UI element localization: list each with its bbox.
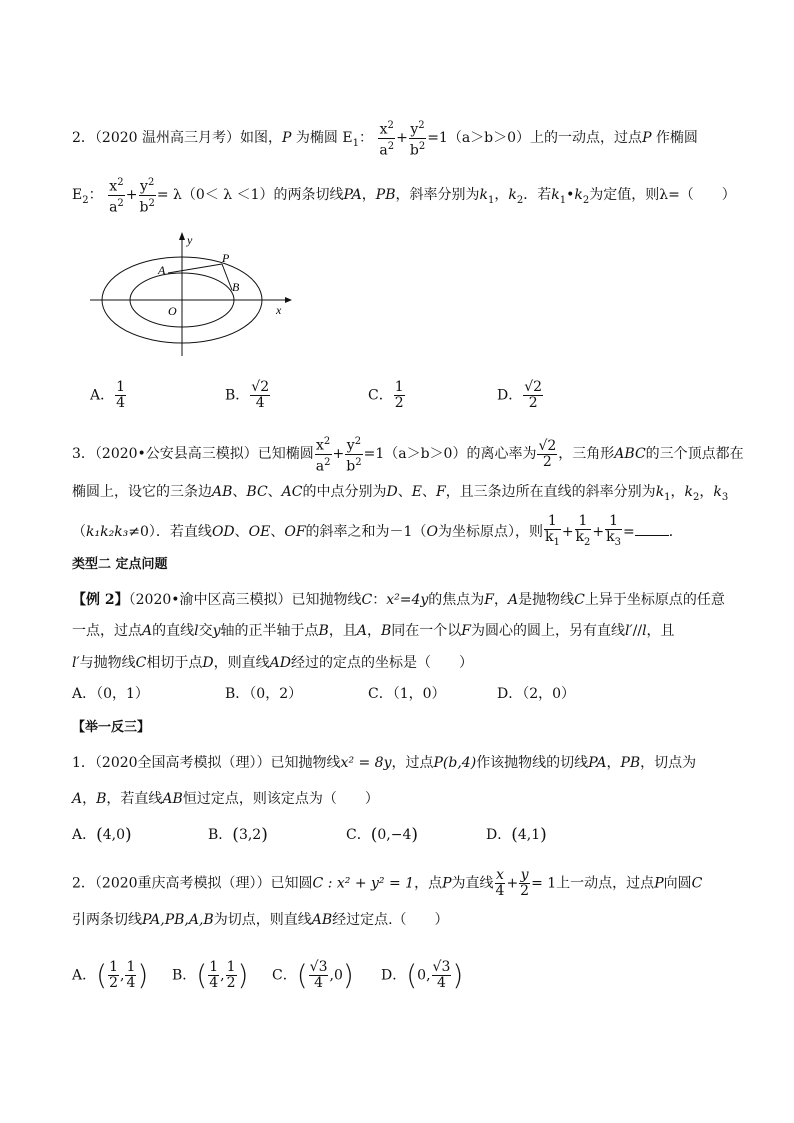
ex2-line-1: 【例 2】（2020•渝中区高三模拟）已知抛物线C：x²=4y的焦点为F，A是抛物线C上异于坐标原点的任意 (72, 592, 725, 608)
q3-line-3: （k₁k₂k₃≠0）．若直线OD、OE、OF的斜率之和为－1（O为坐标原点），则 $\frac{1}{k_1}$ + $\frac{1}{k_2}$ + $\frac{1}{k_3}$ = ． (72, 513, 683, 548)
ellipse-figure (90, 228, 295, 360)
p1-line-2: A，B，若直线AB恒过定点，则该定点为（ ） (72, 791, 379, 807)
q2-line-2: $E_2$： $\frac{x^2}{a^2}$ + $\frac{y^2}{b^2}$ = λ（0＜ λ ＜1）的两条切线PA，PB，斜率分别为$k_1$，$k_2$．若$k_1•k_2$为定值，则λ=（ ） (72, 177, 736, 216)
p1-option-b[interactable]: B．(3,2) (208, 825, 268, 845)
ellipse-e2-x-term: $\frac{x^2}{a^2}$ (109, 177, 124, 216)
ex2-line-2: 一点，过点A的直线l交y轴的正半轴于点B，且A，B同在一个以F为圆心的圆上，另有直线l′//l，且 (72, 623, 675, 639)
q2-option-c[interactable]: C． $\frac{1}{2}$ (368, 379, 404, 411)
fig-label-b: B (232, 280, 240, 294)
p1-option-a[interactable]: A．(4,0) (72, 825, 132, 845)
answer-blank[interactable] (635, 523, 669, 536)
y-axis-arrow (179, 232, 185, 240)
ellipse-e1-y-term: $\frac{y^2}{b^2}$ (409, 120, 426, 159)
fig-label-a: A (158, 263, 166, 277)
ex2-option-a[interactable]: A．（0，1） (72, 686, 149, 702)
fig-label-p: P (222, 251, 230, 265)
section-heading-practice: 【举一反三】 (72, 720, 151, 735)
p2-option-b[interactable]: B．( $\frac{1}{4}$ , $\frac{1}{2}$ ) (172, 958, 249, 992)
ellipse-e2-y-term: $\frac{y^2}{b^2}$ (139, 177, 155, 216)
section-heading-type2: 类型二 定点问题 (72, 557, 168, 572)
q3-line-2: 椭圆上，设它的三条边AB、BC、AC的中点分别为D、E、F，且三条边所在直线的斜率分别为$k_1$，$k_2$，$k_3$ (72, 484, 729, 503)
ellipse-e1-x-term: $\frac{x^2}{a^2}$ (379, 120, 395, 159)
fig-label-o: O (168, 304, 177, 318)
q3-line-1: 3．（2020•公安县高三模拟）已知椭圆 $\frac{x^2}{a^2}$ + $\frac{y^2}{b^2}$ =1（a＞b＞0）的离心率为 $\frac{√2}{2}$ ，三角形ABC的三个顶点都在 (72, 436, 744, 475)
q2-number: 2．（2020 温州高三月考）如图， (72, 130, 282, 147)
tangent-pa (168, 264, 222, 273)
fig-label-y: y (187, 233, 193, 247)
p2-option-d[interactable]: D．(0, $\frac{√3}{4}$ ) (381, 958, 464, 992)
q2-option-b[interactable]: B． $\frac{√2}{4}$ (225, 379, 270, 411)
fig-label-x: x (276, 303, 282, 317)
ex2-option-b[interactable]: B．（0，2） (225, 686, 303, 702)
q2-option-a[interactable]: A． $\frac{1}{4}$ (90, 379, 126, 411)
p1-line-1: 1．（2020全国高考模拟（理））已知抛物线x² = 8y，过点P(b,4)作该抛物线的切线PA，PB，切点为 (72, 755, 697, 771)
p2-option-c[interactable]: C．( $\frac{√3}{4}$ ,0) (272, 958, 354, 992)
p1-option-d[interactable]: D．(4,1) (486, 825, 547, 845)
ex2-line-3: l′与抛物线C相切于点D，则直线AD经过的定点的坐标是（ ） (72, 655, 473, 671)
p2-line-2: 引两条切线PA,PB,A,B为切点，则直线AB经过定点.（ ） (72, 912, 449, 928)
p2-option-a[interactable]: A．( $\frac{1}{2}$ , $\frac{1}{4}$ ) (72, 958, 149, 992)
ex2-option-d[interactable]: D．（2，0） (497, 686, 576, 702)
p1-option-c[interactable]: C．(0,−4) (346, 825, 418, 845)
p2-line-1: 2．（2020重庆高考模拟（理））已知圆C : x² + y² = 1，点P为直线 $\frac{x}{4}$ + $\frac{y}{2}$ = 1上一动点，过点P向圆C (72, 867, 703, 899)
q2-line-1: 2．（2020 温州高三月考）如图，P 为椭圆 $E_1$： $\frac{x^2}{a^2}$ + $\frac{y^2}{b^2}$ =1（a＞b＞0）上的一动点，过点P 作椭圆 (72, 120, 698, 159)
ex2-option-c[interactable]: C．（1，0） (368, 686, 446, 702)
x-axis-arrow (285, 297, 292, 303)
q2-option-d[interactable]: D． $\frac{√2}{2}$ (497, 379, 543, 411)
